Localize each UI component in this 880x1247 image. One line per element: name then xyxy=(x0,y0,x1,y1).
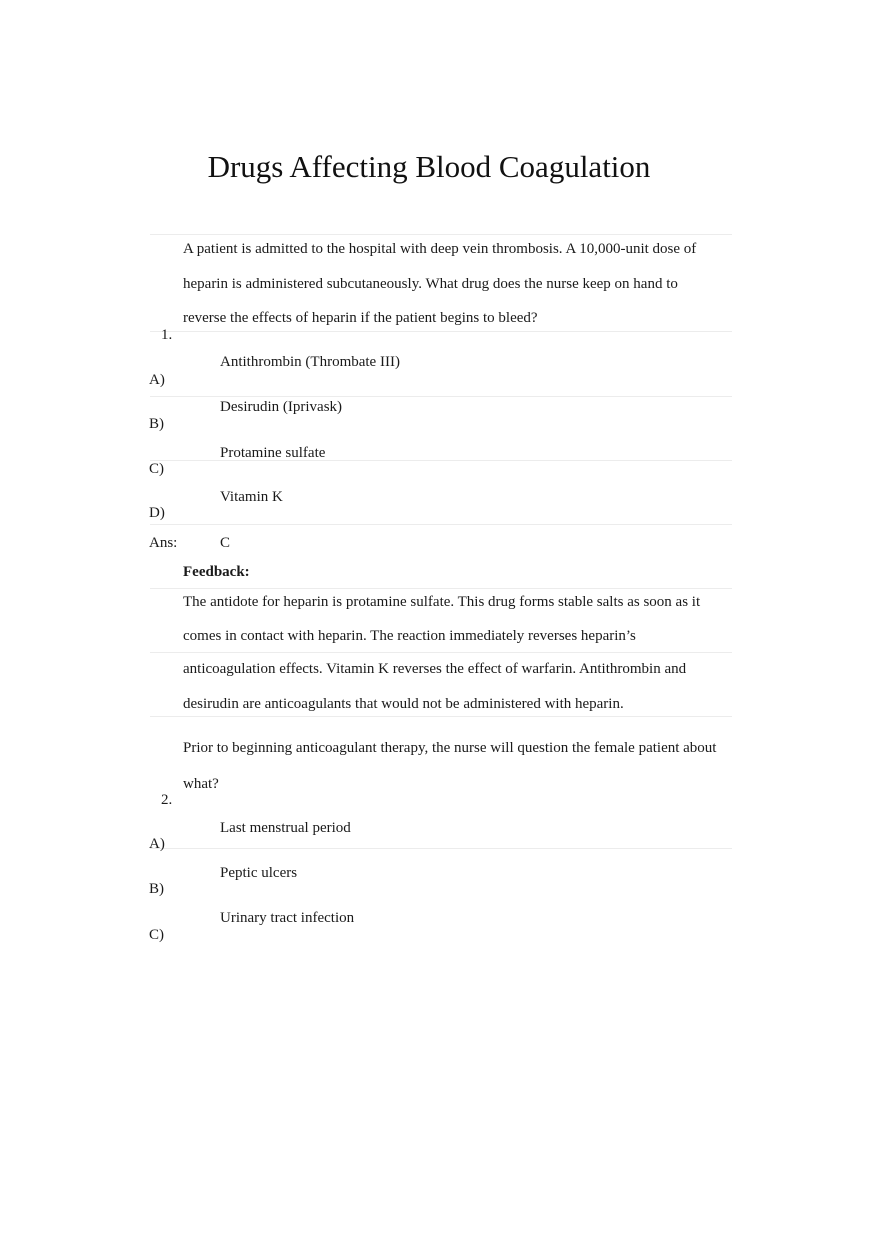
option-text: Protamine sulfate xyxy=(220,445,326,461)
question-stem-line: what? xyxy=(183,776,219,792)
divider xyxy=(150,848,732,849)
option-text: Vitamin K xyxy=(220,489,283,505)
option-text: Antithrombin (Thrombate III) xyxy=(220,354,400,370)
divider xyxy=(150,524,732,525)
question-number: 2. xyxy=(161,792,173,808)
divider xyxy=(150,716,732,717)
option-label: A) xyxy=(149,372,165,388)
question-stem-line: Prior to beginning anticoagulant therapy, the nurse will question the female patient about xyxy=(183,740,717,756)
divider xyxy=(150,588,732,589)
divider xyxy=(150,652,732,653)
document-title: Drugs Affecting Blood Coagulation xyxy=(207,149,651,184)
question-stem-line: A patient is admitted to the hospital with deep vein thrombosis. A 10,000-unit dose of xyxy=(183,241,697,257)
option-text: Desirudin (Iprivask) xyxy=(220,399,343,415)
divider xyxy=(150,234,732,235)
divider xyxy=(150,331,732,332)
question-stem-line: heparin is administered subcutaneously. What drug does the nurse keep on hand to xyxy=(183,276,678,292)
question-number: 1. xyxy=(161,327,173,343)
option-label: B) xyxy=(149,416,164,432)
answer-value: C xyxy=(220,535,231,551)
option-text: Last menstrual period xyxy=(220,820,351,836)
answer-label: Ans: xyxy=(149,535,178,551)
option-label: B) xyxy=(149,881,164,897)
feedback-line: The antidote for heparin is protamine sulfate. This drug forms stable salts as soon as it xyxy=(183,594,701,610)
question-stem-line: reverse the effects of heparin if the patient begins to bleed? xyxy=(183,310,538,326)
option-text: Peptic ulcers xyxy=(220,865,298,881)
option-label: A) xyxy=(149,836,165,852)
option-label: C) xyxy=(149,927,164,943)
option-label: C) xyxy=(149,461,164,477)
feedback-line: desirudin are anticoagulants that would not be administered with heparin. xyxy=(183,696,624,712)
option-text: Urinary tract infection xyxy=(220,910,355,926)
feedback-line: anticoagulation effects. Vitamin K reverses the effect of warfarin. Antithrombin and xyxy=(183,661,687,677)
feedback-heading: Feedback: xyxy=(183,564,250,580)
option-label: D) xyxy=(149,505,165,521)
feedback-line: comes in contact with heparin. The reaction immediately reverses heparin’s xyxy=(183,628,636,644)
